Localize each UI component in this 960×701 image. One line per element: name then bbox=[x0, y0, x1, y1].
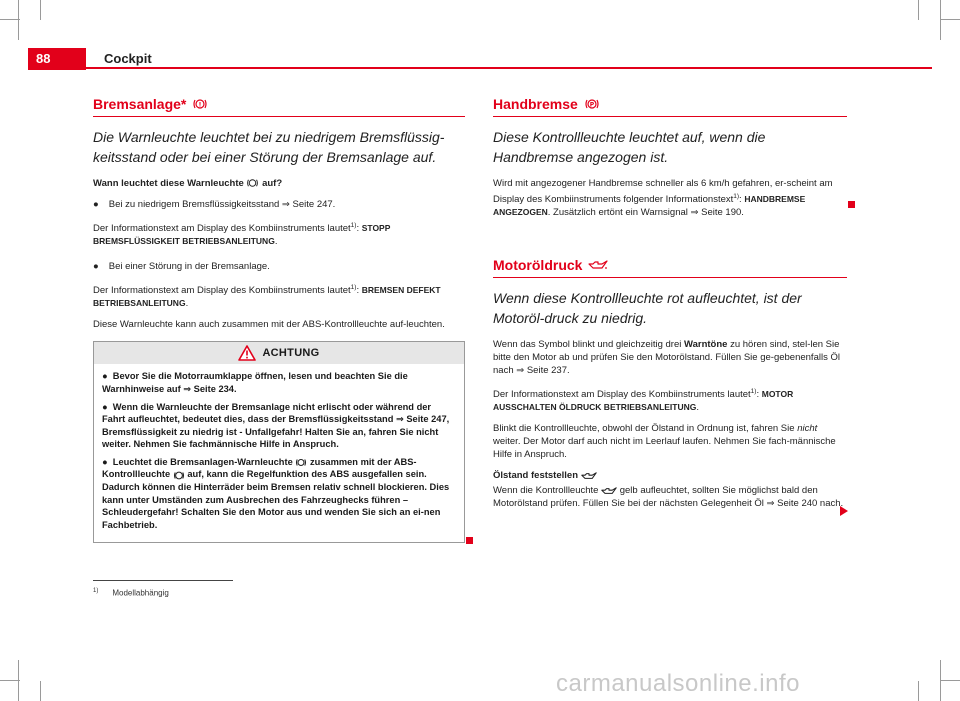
emphasis: nicht bbox=[797, 423, 818, 435]
info-text: Der Informationstext am Display des Kombiinstruments lautet bbox=[93, 285, 351, 297]
section-title: Motoröldruck bbox=[493, 257, 583, 274]
footnote-ref: 1) bbox=[350, 222, 357, 229]
section-end-mark bbox=[848, 201, 855, 208]
paragraph-text: Wenn das Symbol blinkt und gleichzeitig drei bbox=[493, 339, 682, 351]
warning-item-text: auf, kann die Regelfunktion des ABS ausgefallen sein. Dadurch können die Hinterräder beim Bremsen relativ schnell blockieren. Dies kann unter Umständen zum Ausbrechen des Fahrzeughecks führen – Schleudergefahr! Schalten Sie den Motor aus und wenden Sie sich an ei-nen Fachbetrieb. bbox=[102, 469, 450, 530]
right-column bbox=[493, 96, 847, 518]
section-heading-brakes bbox=[93, 96, 465, 117]
crop-mark bbox=[940, 680, 960, 681]
warning-item: ● Wenn die Warnleuchte der Bremsanlage nicht erlischt oder während der Fahrt aufleuchtet, bedeutet dies, dass der Bremsflüssigkeitsstand ⇒ Seite 247, Bremsflüssigkeit zu niedrig ist - Unfallgefahr! Halten Sie an, fahren Sie nicht weiter. Nehmen Sie fachmännische Hilfe in Anspruch. bbox=[102, 401, 450, 450]
question-end: auf? bbox=[262, 178, 283, 189]
paragraph-text: gelb aufleuchtet, sollten Sie möglichst bald den Motorölstand prüfen. Füllen Sie bei der nächsten Gelegenheit Öl ⇒ Seite 240 nach. bbox=[493, 485, 844, 510]
question-heading bbox=[93, 177, 465, 190]
lead-text: Diese Kontrollleuchte leuchtet auf, wenn die Handbremse angezogen ist. bbox=[493, 129, 766, 165]
bullet-text: Bei zu niedrigem Bremsflüssigkeitsstand ⇒ Seite 247. bbox=[108, 199, 336, 210]
brake-warning-icon bbox=[246, 178, 259, 188]
lead-text: Die Warnleuchte leuchtet bei zu niedrigem Bremsflüssig-keitsstand oder bei einer Störung der Bremsanlage auf. bbox=[93, 129, 445, 165]
left-column bbox=[93, 96, 465, 543]
svg-text:P: P bbox=[589, 101, 595, 109]
crop-mark bbox=[40, 0, 41, 20]
crop-mark bbox=[940, 660, 941, 701]
footnote-ref: 1) bbox=[733, 193, 740, 200]
footnote bbox=[93, 588, 169, 598]
oil-paragraph bbox=[493, 338, 847, 377]
warning-header bbox=[94, 342, 464, 364]
crop-mark bbox=[918, 681, 919, 701]
info-paragraph: Der Informationstext am Display des Kombiinstruments lautet$^{1)}$: STOPP BREMSFLÜSSIGKEIT BETRIEBSANLEITUNG. bbox=[93, 222, 391, 248]
bullet-item: ● Bei zu niedrigem Bremsflüssigkeitsstand ⇒ Seite 247. bbox=[93, 199, 336, 210]
header-rule bbox=[86, 67, 932, 69]
paragraph-text: weiter. Der Motor darf auch nicht im Leerlauf laufen. Nehmen Sie fach-männische Hilfe in Anspruch. bbox=[493, 436, 836, 461]
watermark: carmanualsonline.info bbox=[556, 670, 800, 697]
question-text: Wann leuchtet diese Warnleuchte bbox=[93, 178, 244, 189]
footnote-rule bbox=[93, 580, 233, 581]
handbrake-paragraph: Wird mit angezogener Handbremse schneller als 6 km/h gefahren, er-scheint am Display des Kombiinstruments folgender Informationstext$^{1)}$: HANDBREMSE ANGEZOGEN. Zusätzlich ertönt ein Warnsignal ⇒ Seite 190. bbox=[493, 178, 833, 219]
brake-warning-icon bbox=[295, 458, 307, 467]
footnote-mark: 1) bbox=[93, 588, 99, 594]
crop-mark bbox=[0, 680, 20, 681]
paragraph-text: Wenn die Kontrollleuchte bbox=[493, 485, 599, 497]
warning-item-text: Leuchtet die Bremsanlagen-Warnleuchte bbox=[112, 456, 293, 467]
oil-paragraph: Der Informationstext am Display des Kombiinstruments lautet$^{1)}$: MOTOR AUSSCHALTEN ÖLDRUCK BETRIEBSANLEITUNG. bbox=[493, 388, 794, 414]
lead-text: Wenn diese Kontrollleuchte rot aufleuchtet, ist der Motoröl-druck zu niedrig. bbox=[493, 290, 802, 327]
svg-text:!: ! bbox=[199, 101, 202, 109]
warning-item: ● Bevor Sie die Motorraumklappe öffnen, lesen und beachten Sie die Warnhinweise auf ⇒ Seite 234. bbox=[102, 371, 408, 394]
paragraph-text: Wird mit angezogener Handbremse schneller als 6 km/h gefahren, er-scheint am Display des Kombiinstruments folgender Informationstext bbox=[493, 178, 833, 206]
paragraph-text: zu hören sind, stel-len Sie bitte den Motor ab und prüfen Sie den Motorölstand. Füllen Sie ge-gebenenfalls Öl nach ⇒ Seite 237. bbox=[493, 339, 840, 377]
section-heading-handbrake bbox=[493, 96, 847, 117]
crop-mark bbox=[940, 0, 941, 40]
warning-body bbox=[94, 364, 464, 542]
abs-note: Diese Warnleuchte kann auch zusammen mit der ABS-Kontrollleuchte auf-leuchten. bbox=[93, 319, 445, 331]
abs-icon bbox=[173, 471, 185, 480]
section-end-mark bbox=[466, 537, 473, 544]
crop-mark bbox=[40, 681, 41, 701]
warning-box bbox=[93, 341, 465, 543]
crop-mark bbox=[918, 0, 919, 20]
crop-mark bbox=[18, 660, 19, 701]
display-message: STOPP BREMSFLÜSSIGKEIT BETRIEBSANLEITUNG bbox=[93, 223, 391, 247]
info-text: Der Informationstext am Display des Kombiinstruments lautet bbox=[93, 223, 351, 235]
oil-can-icon bbox=[581, 472, 597, 480]
oil-paragraph bbox=[493, 484, 847, 510]
oil-can-icon bbox=[588, 260, 608, 270]
footnote-ref: 1) bbox=[350, 284, 357, 292]
emphasis: Warntöne bbox=[684, 339, 728, 351]
handbrake-icon bbox=[584, 98, 600, 110]
paragraph-text: Blinkt die Kontrollleuchte, obwohl der Ölstand in Ordnung ist, fahren Sie bbox=[493, 423, 795, 435]
warning-heading: ACHTUNG bbox=[262, 347, 320, 360]
crop-mark bbox=[0, 19, 20, 20]
page-number: 88 bbox=[28, 48, 86, 70]
bullet-text: Bei einer Störung in der Bremsanlage. bbox=[108, 261, 270, 273]
sub-heading-text: Ölstand feststellen bbox=[493, 470, 578, 482]
paragraph-text: Der Informationstext am Display des Kombiinstruments lautet bbox=[493, 389, 751, 401]
warning-triangle-icon bbox=[238, 345, 256, 361]
continue-arrow-icon bbox=[840, 506, 848, 516]
brake-warning-icon bbox=[192, 98, 208, 110]
footnote-text: Modellabhängig bbox=[112, 588, 169, 598]
warning-item-text: Wenn die Warnleuchte der Bremsanlage nicht erlischt oder während der Fahrt aufleuchtet, bedeutet dies, dass der Bremsflüssigkeitsstand ⇒ Seite 247, Bremsflüssigkeit zu niedrig ist - Unfallgefahr! Halten Sie an, fahren Sie nicht weiter. Nehmen Sie fachmännische Hilfe in Anspruch. bbox=[102, 401, 450, 450]
display-message: BREMSEN DEFEKT BETRIEBSANLEITUNG bbox=[93, 285, 441, 309]
crop-mark bbox=[18, 0, 19, 40]
page-title: Cockpit bbox=[104, 51, 152, 66]
warning-item-text: Bevor Sie die Motorraumklappe öffnen, lesen und beachten Sie die Warnhinweise auf ⇒ Seite 234. bbox=[102, 371, 408, 394]
section-title: Bremsanlage* bbox=[93, 96, 187, 112]
oil-can-icon bbox=[601, 487, 617, 495]
footnote-ref: 1) bbox=[750, 388, 757, 396]
crop-mark bbox=[940, 19, 960, 20]
section-heading-oil bbox=[493, 257, 847, 278]
display-message: MOTOR AUSSCHALTEN ÖLDRUCK BETRIEBSANLEITUNG bbox=[493, 389, 794, 413]
bullet-item: ● Bei einer Störung in der Bremsanlage. bbox=[93, 261, 270, 273]
display-message: HANDBREMSE ANGEZOGEN bbox=[493, 194, 806, 218]
warning-item: ● Leuchtet die Bremsanlagen-Warnleuchte zusammen mit der ABS-Kontrollleuchte auf, kann die Regelfunktion des ABS ausgefallen sein. Dadurch können die Hinterräder beim Bremsen relativ schnell blockieren. Dies kann unter Umständen zum Ausbrechen des Fahrzeughecks führen – Schleudergefahr! Schalten Sie den Motor aus und wenden Sie sich an ei-nen Fachbetrieb. bbox=[102, 456, 450, 530]
section-title: Handbremse bbox=[493, 96, 578, 112]
sub-heading bbox=[493, 469, 847, 482]
paragraph-text: . Zusätzlich ertönt ein Warnsignal ⇒ Seite 190. bbox=[547, 207, 744, 219]
oil-paragraph bbox=[493, 422, 847, 461]
info-paragraph: Der Informationstext am Display des Kombiinstruments lautet$^{1)}$: BREMSEN DEFEKT BETRIEBSANLEITUNG. bbox=[93, 284, 441, 310]
warning-item-text: zusammen mit der ABS-Kontrollleuchte bbox=[102, 456, 417, 480]
